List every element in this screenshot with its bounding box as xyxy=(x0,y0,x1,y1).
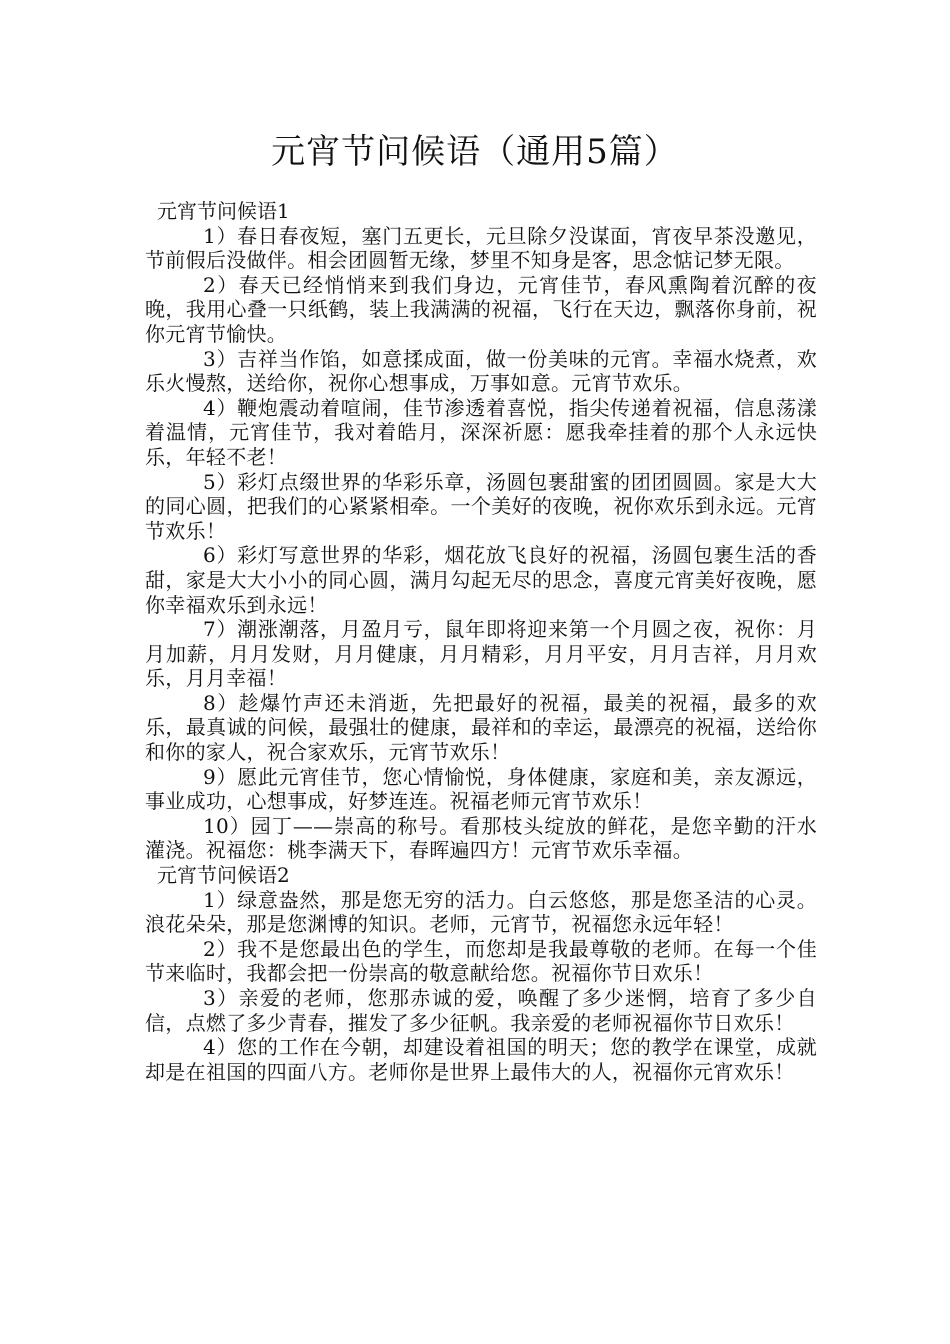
paragraph: 6）彩灯写意世界的华彩，烟花放飞良好的祝福，汤圆包裹生活的香甜，家是大大小小的同心圆，满月勾起无尽的思念，喜度元宵美好夜晚，愿你幸福欢乐到永远！ xyxy=(145,543,817,617)
paragraph: 3）吉祥当作馅，如意揉成面，做一份美味的元宵。幸福水烧煮，欢乐火慢熬，送给你，祝你心想事成，万事如意。元宵节欢乐。 xyxy=(145,346,817,396)
paragraph: 1）绿意盎然，那是您无穷的活力。白云悠悠，那是您圣洁的心灵。浪花朵朵，那是您渊博的知识。老师，元宵节，祝福您永远年轻！ xyxy=(145,887,817,937)
paragraph: 9）愿此元宵佳节，您心情愉悦，身体健康，家庭和美，亲友源远，事业成功，心想事成，好梦连连。祝福老师元宵节欢乐！ xyxy=(145,764,817,814)
paragraph: 4）鞭炮震动着喧闹，佳节渗透着喜悦，指尖传递着祝福，信息荡漾着温情，元宵佳节，我对着皓月，深深祈愿：愿我牵挂着的那个人永远快乐，年轻不老！ xyxy=(145,395,817,469)
paragraph: 4）您的工作在今朝，却建设着祖国的明天；您的教学在课堂，成就却是在祖国的四面八方。老师你是世界上最伟大的人，祝福你元宵欢乐！ xyxy=(145,1035,817,1084)
document-title: 元宵节问候语（通用5篇） xyxy=(271,132,679,172)
paragraph: 8）趁爆竹声还未消逝，先把最好的祝福，最美的祝福，最多的欢乐，最真诚的问候，最强壮的健康，最祥和的幸运，最漂亮的祝福，送给你和你的家人，祝合家欢乐，元宵节欢乐！ xyxy=(145,690,817,765)
section-heading: 元宵节问候语2 xyxy=(157,863,290,888)
paragraph: 7）潮涨潮落，月盈月亏，鼠年即将迎来第一个月圆之夜，祝你：月月加薪，月月发财，月月健康，月月精彩，月月平安，月月吉祥，月月欢乐，月月幸福！ xyxy=(145,617,817,691)
paragraph: 10）园丁——崇高的称号。看那枝头绽放的鲜花，是您辛勤的汗水灌浇。祝福您：桃李满天下，春晖遍四方！元宵节欢乐幸福。 xyxy=(145,813,817,863)
document-body xyxy=(145,199,817,1084)
paragraph: 2）春天已经悄悄来到我们身边，元宵佳节，春风熏陶着沉醉的夜晚，我用心叠一只纸鹤，装上我满满的祝福，飞行在天边，飘落你身前，祝你元宵节愉快。 xyxy=(145,272,817,346)
paragraph: 3）亲爱的老师，您那赤诚的爱，唤醒了多少迷惘，培育了多少自信，点燃了多少青春，摧发了多少征帆。我亲爱的老师祝福你节日欢乐！ xyxy=(145,986,817,1035)
section-2 xyxy=(145,863,817,1084)
paragraph: 2）我不是您最出色的学生，而您却是我最尊敬的老师。在每一个佳节来临时，我都会把一份崇高的敬意献给您。祝福你节日欢乐！ xyxy=(145,936,817,986)
paragraph: 1）春日春夜短，塞门五更长，元旦除夕没谋面，宵夜早茶没邀见，节前假后没做伴。相会团圆暂无缘，梦里不知身是客，思念惦记梦无限。 xyxy=(145,223,817,273)
section-heading: 元宵节问候语1 xyxy=(157,199,290,223)
section-1 xyxy=(145,199,817,863)
paragraph: 5）彩灯点缀世界的华彩乐章，汤圆包裹甜蜜的团团圆圆。家是大大的同心圆，把我们的心紧紧相牵。一个美好的夜晚，祝你欢乐到永远。元宵节欢乐！ xyxy=(145,469,817,543)
